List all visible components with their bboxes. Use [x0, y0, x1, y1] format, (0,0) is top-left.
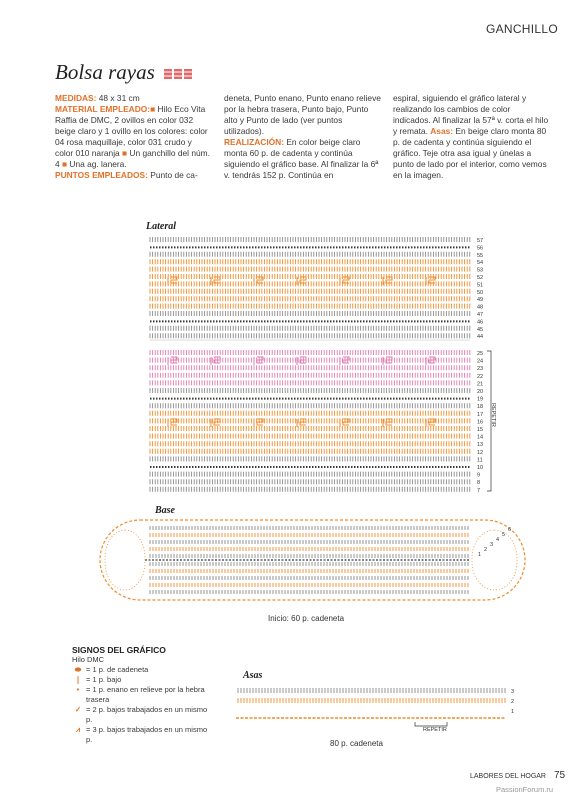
stitch-row — [150, 590, 468, 594]
row-number: 51 — [477, 282, 484, 289]
row-number: 15 — [477, 427, 484, 433]
row-number: 20 — [477, 389, 484, 395]
legend-item — [72, 725, 212, 745]
row-number: 8 — [477, 480, 481, 487]
lateral-repetir-label: REPETIR — [490, 403, 496, 427]
increase-2-icon: ✓ — [74, 705, 82, 714]
round-number: 2 — [484, 547, 488, 553]
stitch-row — [150, 388, 470, 393]
round-number: 5 — [502, 532, 506, 538]
row-number: 44 — [477, 334, 484, 341]
stitch-row — [150, 562, 468, 566]
stitch-row — [150, 554, 468, 558]
material-text-1: Hilo Eco Vita Raffia de DMC, 2 ovillos en color 032 beige claro y 1 ovillo en los colores: color 04 rosa maquillaje, color 031 crudo y color 010 naranja — [55, 104, 208, 158]
puntos-text-b: deneta, Punto enano, Punto enano relieve por la hebra trasera, Punto bajo, Punto alto y Punto de lado (ver puntos utilizados). — [224, 93, 381, 136]
legend-item — [72, 685, 212, 705]
row-number: 46 — [477, 319, 484, 326]
asas-repetir-label: REPETIR — [423, 727, 447, 733]
base-chart-label: Base — [155, 505, 175, 516]
legend-item — [72, 675, 212, 685]
row-number: 14 — [477, 434, 484, 441]
row-number: 2 — [511, 699, 515, 705]
asas-chart-label: Asas — [243, 670, 263, 681]
stitch-row — [150, 434, 470, 439]
stitch-row — [150, 487, 470, 492]
row-number: 18 — [477, 404, 484, 411]
stitch-row — [150, 259, 470, 264]
stitch-row — [150, 403, 470, 408]
medidas-label: MEDIDAS: — [55, 93, 97, 103]
stitch-row — [150, 411, 470, 416]
row-number: 56 — [477, 245, 484, 252]
legend-text: = 1 p. enano en relieve por la hebra trasera — [86, 685, 205, 704]
row-number: 45 — [477, 326, 484, 333]
chart-legend — [72, 645, 212, 745]
row-number: 10 — [477, 465, 484, 471]
legend-item — [72, 665, 212, 675]
row-number: 54 — [477, 260, 484, 267]
stitch-row — [150, 274, 470, 279]
asas-label: Asas: — [430, 126, 454, 136]
stitch-row — [150, 281, 470, 286]
legend-text: = 2 p. bajos trabajados en un mismo p. — [86, 705, 208, 724]
stitch-row — [150, 365, 470, 370]
stitch-row — [150, 569, 468, 573]
stitch-row — [150, 296, 470, 301]
stitch-row — [150, 479, 470, 484]
col3-text-1: espiral, siguiendo el gráfico lateral y realizando los cambios de color indicados. Al finalizar la 57ª v. corta el hilo y remata. — [393, 93, 549, 136]
row-number: 13 — [477, 442, 484, 449]
section-tag: GANCHILLO — [485, 22, 558, 36]
increase-3-icon: ⩘ — [75, 725, 81, 734]
chain-stitch-icon: ⬬ — [74, 665, 82, 674]
stitch-row — [238, 688, 505, 693]
realizacion-text: En color beige claro monta 60 p. de cadenta y continúa siguiendo el gráfico base. Al finalizar la 6ª v. tendrás 152 p. Continúa en — [224, 137, 379, 180]
stitch-row — [150, 311, 470, 316]
row-number: 53 — [477, 267, 484, 274]
legend-subtitle: Hilo DMC — [72, 655, 105, 664]
puntos-label: PUNTOS EMPLEADOS: — [55, 170, 148, 180]
material-text-3: Una ag. lanera. — [67, 159, 127, 169]
stitch-row — [150, 576, 468, 580]
stitch-row — [150, 533, 468, 537]
bullet: ■ — [62, 159, 68, 169]
title-text: Bolsa rayas — [55, 60, 155, 84]
col3-text-2: En beige claro monta 80 p. de cadenta y continúa siguiendo el gráfico. Teje otra asa igual y únelas a punto de lado por el interior, como vemos en la imagen. — [393, 126, 547, 180]
stitch-row — [150, 418, 470, 423]
row-number: 52 — [477, 275, 484, 281]
slip-stitch-icon: • — [76, 685, 80, 694]
row-number: 16 — [477, 419, 484, 426]
site-watermark: PassionForum.ru — [496, 785, 554, 794]
stitch-row — [150, 540, 468, 544]
legend-text: = 3 p. bajos trabajados en un mismo p. — [86, 725, 208, 744]
single-crochet-icon: ❘ — [74, 675, 82, 684]
row-number: 24 — [477, 358, 484, 365]
row-number: 49 — [477, 297, 484, 304]
stitch-row — [150, 373, 470, 378]
stitch-row — [150, 358, 470, 363]
bullet: ■ — [122, 148, 128, 158]
puntos-text-a: Punto de ca- — [147, 170, 198, 180]
legend-text: = 1 p. bajo — [86, 675, 122, 684]
row-number: 7 — [477, 487, 481, 494]
realizacion-label: REALIZACIÓN: — [224, 137, 285, 147]
stitch-row — [150, 380, 470, 385]
stitch-row — [150, 267, 470, 272]
row-number: 50 — [477, 289, 484, 296]
page-number: 75 — [554, 770, 566, 781]
row-number: 22 — [477, 373, 484, 380]
magazine-name: LABORES DEL HOGAR — [470, 773, 546, 780]
row-number: 3 — [511, 689, 515, 695]
stitch-row — [150, 526, 468, 530]
row-number: 9 — [477, 472, 481, 479]
stitch-row — [150, 426, 470, 431]
row-number: 55 — [477, 252, 484, 259]
stitch-row — [150, 252, 470, 257]
legend-text: = 1 p. de cadeneta — [86, 665, 149, 674]
round-number: 3 — [490, 542, 494, 548]
base-end-right — [472, 530, 517, 590]
repeat-bracket — [487, 351, 491, 491]
material-text-2: Un ganchillo del núm. 4 — [55, 148, 210, 169]
round-number: 4 — [496, 537, 500, 543]
row-number: 19 — [477, 396, 484, 403]
row-number: 48 — [477, 304, 484, 311]
stitch-row — [150, 304, 470, 309]
asas-caption: 80 p. cadeneta — [330, 739, 383, 748]
row-number: 12 — [477, 449, 484, 456]
row-number: 47 — [477, 312, 484, 318]
stitch-row — [150, 237, 470, 242]
round-number: 6 — [508, 527, 512, 533]
stitch-row — [150, 583, 468, 587]
row-number: 17 — [477, 411, 484, 418]
medidas-value: 48 x 31 cm — [96, 93, 140, 103]
base-end-left — [105, 530, 145, 590]
stitch-row — [150, 326, 470, 331]
row-number: 21 — [477, 381, 484, 388]
stitch-row — [150, 547, 468, 551]
stitch-row — [150, 456, 470, 461]
row-number: 23 — [477, 366, 484, 373]
stitch-row — [150, 333, 470, 338]
stitch-row — [150, 441, 470, 446]
round-number: 1 — [478, 552, 482, 558]
material-label: MATERIAL EMPLEADO: — [55, 104, 151, 114]
base-caption: Inicio: 60 p. cadeneta — [268, 614, 345, 623]
stitch-row — [150, 350, 470, 355]
stitch-row — [150, 289, 470, 294]
legend-title: SIGNOS DEL GRÁFICO — [72, 645, 166, 655]
stitch-row — [150, 472, 470, 477]
lateral-chart-label: Lateral — [146, 221, 176, 232]
bullet: ■ — [150, 104, 156, 114]
row-number: 1 — [511, 709, 515, 715]
legend-item — [72, 705, 212, 725]
row-number: 25 — [477, 351, 484, 357]
stitch-row — [238, 698, 505, 703]
row-number: 11 — [477, 457, 483, 464]
row-number: 57 — [477, 238, 484, 244]
stitch-row — [150, 449, 470, 454]
repeat-bracket — [415, 722, 447, 726]
